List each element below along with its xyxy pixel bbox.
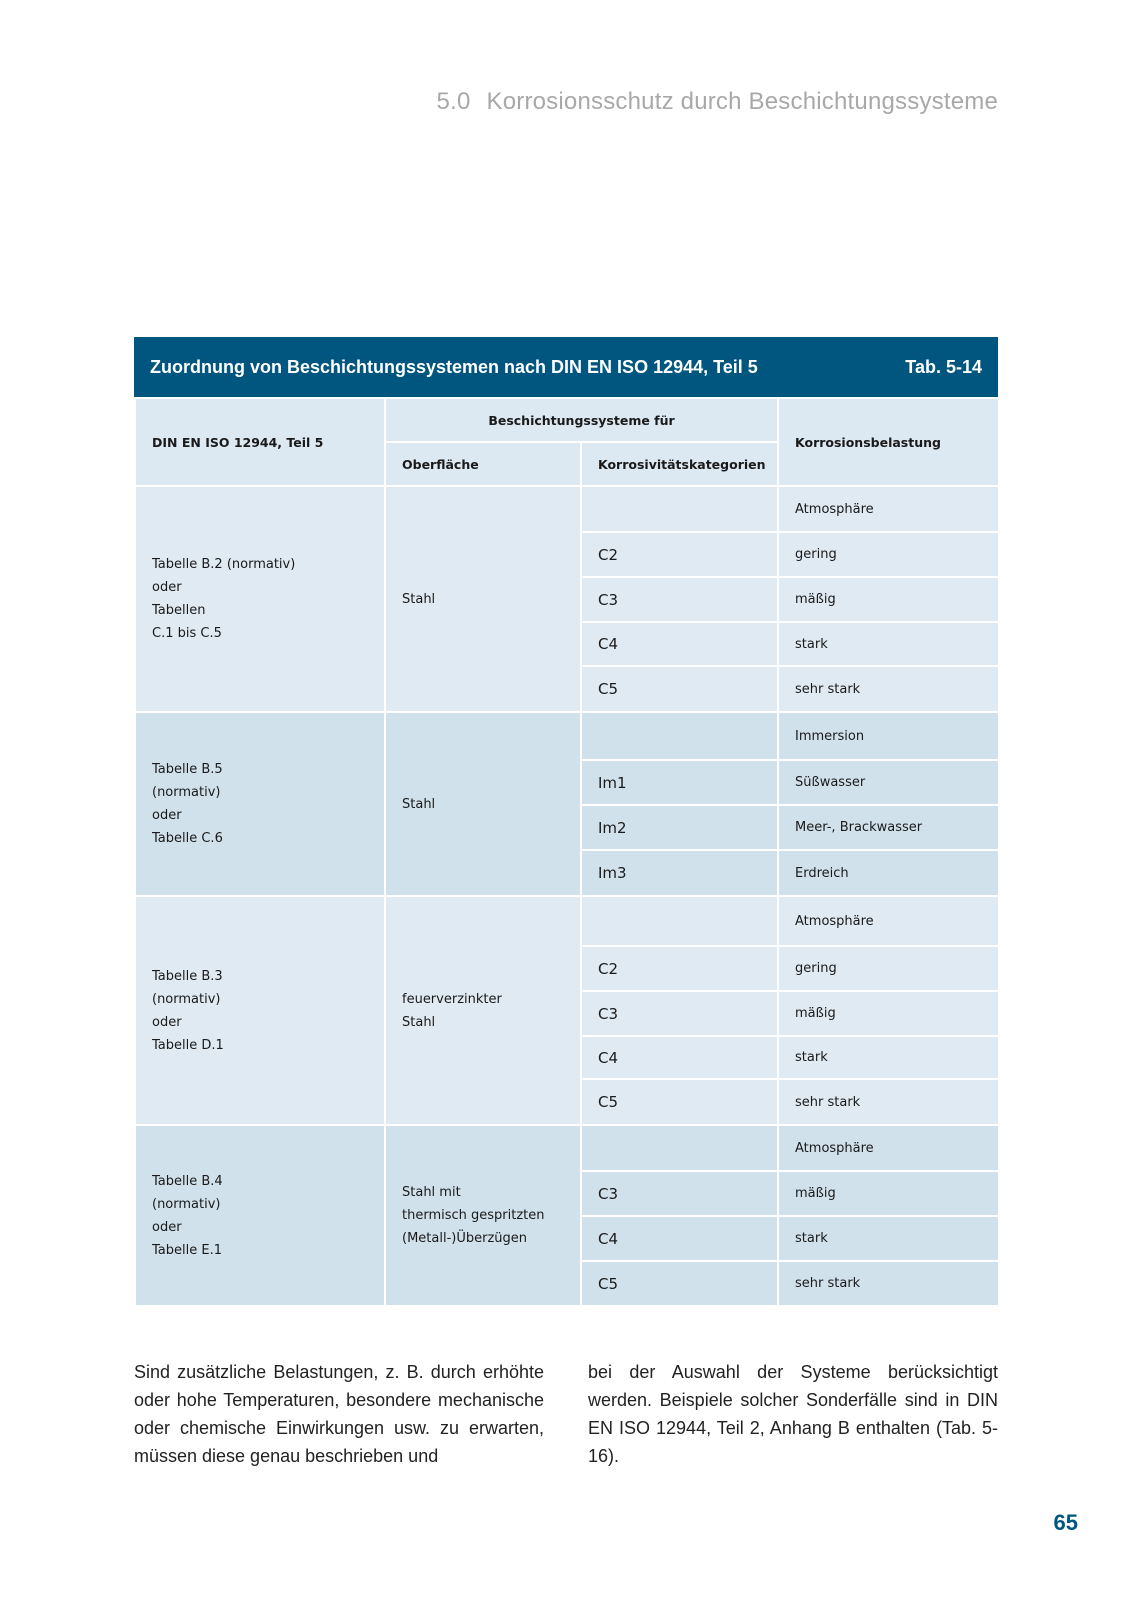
reference-cell [135, 896, 385, 1125]
category-cell: C2 [581, 946, 778, 991]
col-header-categories: Korrosivitätskategorien [581, 442, 778, 486]
reference-line: Tabellen [152, 603, 206, 618]
reference-line: oder [152, 1219, 182, 1235]
reference-cell [135, 712, 385, 896]
body-text [134, 1358, 998, 1470]
category-cell: C5 [581, 1079, 778, 1125]
surface-line: Stahl [402, 796, 436, 812]
reference-line: (normativ) [152, 991, 221, 1007]
category-cell: C4 [581, 1036, 778, 1079]
reference-cell [135, 1125, 385, 1306]
paragraph-right: bei der Auswahl der Systeme berücksichtigt werden. Beispiele solcher Sonderfälle sind in DIN EN ISO 12944, Teil 2, Anhang B enthalten (Tab. 5-16). [588, 1362, 998, 1466]
col-header-standard: DIN EN ISO 12944, Teil 5 [135, 398, 385, 486]
section-title: Korrosionsschutz durch Beschichtungssysteme [486, 88, 998, 115]
load-cell: gering [778, 532, 999, 577]
table-title-bar [134, 337, 998, 397]
surface-line: feuerverzinkter [402, 991, 502, 1007]
reference-line: oder [152, 1014, 182, 1030]
group-heading-row [135, 896, 999, 946]
empty-category-cell [581, 1125, 778, 1171]
category-cell: C3 [581, 1171, 778, 1216]
surface-cell [385, 712, 581, 896]
load-cell: mäßig [778, 991, 999, 1036]
reference-line: Tabelle B.3 [152, 968, 223, 984]
load-cell: stark [778, 1216, 999, 1261]
table-body [135, 398, 999, 1306]
category-cell: C2 [581, 532, 778, 577]
load-cell: sehr stark [778, 1261, 999, 1306]
table-title: Zuordnung von Beschichtungssystemen nach DIN EN ISO 12944, Teil 5 [150, 356, 758, 377]
category-cell: C3 [581, 577, 778, 622]
empty-category-cell [581, 486, 778, 532]
category-cell: C3 [581, 991, 778, 1036]
reference-line: (normativ) [152, 785, 221, 800]
col-header-load: Korrosionsbelastung [778, 398, 999, 486]
reference-line: Tabelle B.4 [152, 1173, 223, 1189]
category-cell: Im2 [581, 805, 778, 850]
reference-line: Tabelle E.1 [152, 1242, 222, 1258]
category-cell: C5 [581, 1261, 778, 1306]
load-cell: stark [778, 622, 999, 666]
group-heading-row [135, 1125, 999, 1171]
exposure-heading-cell: Atmosphäre [778, 1125, 999, 1171]
group-heading-row [135, 486, 999, 532]
surface-cell [385, 896, 581, 1125]
surface-line: Stahl [402, 591, 436, 607]
category-cell: Im1 [581, 760, 778, 805]
surface-line: Stahl mit [402, 1185, 461, 1200]
reference-line: Tabelle D.1 [152, 1037, 224, 1053]
empty-category-cell [581, 896, 778, 946]
surface-line: thermisch gespritzten [402, 1208, 545, 1223]
exposure-heading-cell: Immersion [778, 712, 999, 760]
load-cell: gering [778, 946, 999, 991]
paragraph-left: Sind zusätzliche Belastungen, z. B. durch erhöhte oder hohe Temperaturen, besondere mechanische oder chemische Einwirkungen usw. zu erwarten, müssen diese genau beschrieben und [134, 1362, 544, 1466]
col-header-surface: Oberfläche [385, 442, 581, 486]
category-cell: C5 [581, 666, 778, 712]
group-heading-row [135, 712, 999, 760]
reference-line: oder [152, 580, 182, 595]
load-cell: stark [778, 1036, 999, 1079]
page-number: 65 [1053, 1510, 1078, 1535]
assignment-table [134, 397, 1000, 1307]
surface-cell [385, 1125, 581, 1306]
table-container [134, 337, 998, 1307]
surface-line: (Metall-)Überzügen [402, 1231, 527, 1246]
load-cell: Meer-, Brackwasser [778, 805, 999, 850]
exposure-heading-cell: Atmosphäre [778, 896, 999, 946]
load-cell: mäßig [778, 1171, 999, 1216]
reference-cell [135, 486, 385, 712]
exposure-heading-cell: Atmosphäre [778, 486, 999, 532]
reference-line: (normativ) [152, 1196, 221, 1212]
header-row [135, 398, 999, 442]
reference-line: Tabelle B.5 [152, 762, 223, 777]
empty-category-cell [581, 712, 778, 760]
load-cell: Süßwasser [778, 760, 999, 805]
table-label: Tab. 5-14 [905, 356, 982, 377]
load-cell: Erdreich [778, 850, 999, 896]
category-cell: Im3 [581, 850, 778, 896]
load-cell: sehr stark [778, 666, 999, 712]
section-number: 5.0 [436, 88, 471, 115]
reference-line: Tabelle C.6 [152, 831, 223, 846]
col-header-group: Beschichtungssysteme für [385, 398, 778, 442]
surface-cell [385, 486, 581, 712]
page-header [437, 88, 998, 116]
load-cell: sehr stark [778, 1079, 999, 1125]
reference-line: oder [152, 808, 182, 823]
category-cell: C4 [581, 622, 778, 666]
reference-line: C.1 bis C.5 [152, 626, 222, 641]
surface-line: Stahl [402, 1014, 436, 1030]
reference-line: Tabelle B.2 (normativ) [152, 557, 296, 572]
category-cell: C4 [581, 1216, 778, 1261]
load-cell: mäßig [778, 577, 999, 622]
